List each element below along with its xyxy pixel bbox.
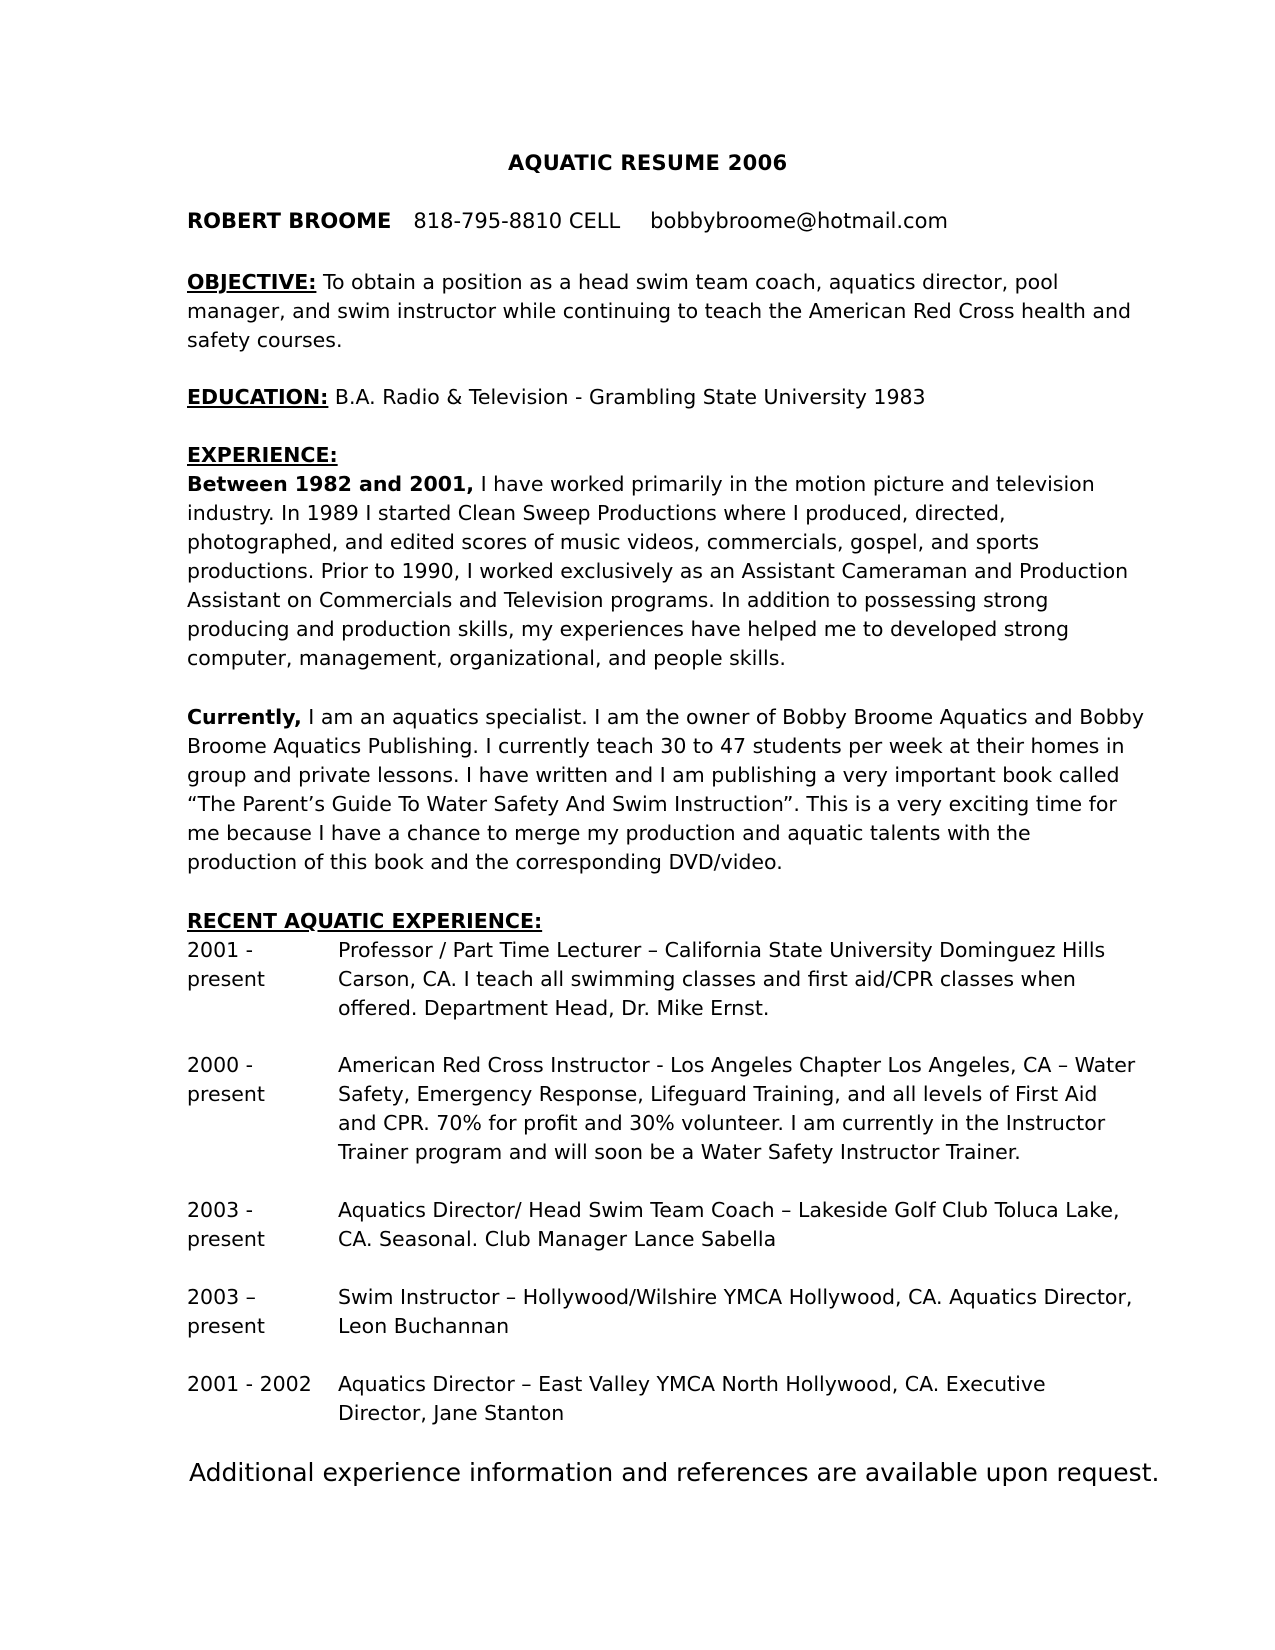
experience-paragraph-1-text: I have worked primarily in the motion picture and television industry. In 1989 I started Clean Sweep Productions where I produced, directed, photographed, and edited scores of music videos, commercials, gospel, and sports productions. Prior to 1990, I worked exclusively as an Assistant Cameraman and Production Assistant on Commercials and Television programs. In addition to possessing strong producing and production skills, my experiences have helped me to developed strong computer, management, organizational, and people skills. (187, 472, 1129, 670)
recent-experience-section (187, 907, 1147, 936)
job-dates: 2001 - present (187, 938, 265, 991)
education-heading: EDUCATION: (187, 385, 329, 409)
education-text: B.A. Radio & Television - Grambling State University 1983 (334, 385, 926, 409)
applicant-name: ROBERT BROOME (187, 209, 392, 233)
experience-section (187, 441, 1147, 673)
experience-paragraph-2-text: I am an aquatics specialist. I am the owner of Bobby Broome Aquatics and Bobby Broome Aquatics Publishing. I currently teach 30 to 47 students per week at their homes in group and private lessons. I have written and I am publishing a very important book called “The Parent’s Guide To Water Safety And Swim Instruction”. This is a very exciting time for me because I have a chance to merge my production and aquatic talents with the production of this book and the corresponding DVD/video. (187, 705, 1144, 874)
job-dates: 2003 - present (187, 1198, 265, 1251)
experience-paragraph-2 (187, 703, 1147, 877)
experience-paragraph-1-lead: Between 1982 and 2001, (187, 472, 475, 496)
job-dates: 2003 – present (187, 1285, 265, 1338)
recent-experience-heading: RECENT AQUATIC EXPERIENCE: (187, 909, 543, 933)
objective-text: To obtain a position as a head swim team coach, aquatics director, pool manager, and swim instructor while continuing to teach the American Red Cross health and safety courses. (187, 270, 1132, 352)
document-title: AQUATIC RESUME 2006 (508, 151, 788, 175)
phone-number: 818-795-8810 CELL (413, 209, 621, 233)
job-description: American Red Cross Instructor - Los Angeles Chapter Los Angeles, CA – Water Safety, Emergency Response, Lifeguard Training, and all levels of First Aid and CPR. 70% for profit and 30% volunteer. I am currently in the Instructor Trainer program and will soon be a Water Safety Instructor Trainer. (338, 1053, 1136, 1164)
closing-statement: Additional experience information and references are available upon request. (189, 1458, 1160, 1487)
experience-paragraph-2-lead: Currently, (187, 705, 302, 729)
job-dates: 2000 - present (187, 1053, 265, 1106)
job-description: Swim Instructor – Hollywood/Wilshire YMCA Hollywood, CA. Aquatics Director, Leon Buchannan (338, 1285, 1133, 1338)
experience-heading: EXPERIENCE: (187, 443, 338, 467)
job-description: Aquatics Director/ Head Swim Team Coach – Lakeside Golf Club Toluca Lake, CA. Seasonal. Club Manager Lance Sabella (338, 1198, 1120, 1251)
job-description: Aquatics Director – East Valley YMCA North Hollywood, CA. Executive Director, Jane Stanton (338, 1372, 1046, 1425)
experience-paragraph-1 (187, 470, 1147, 673)
contact-line (187, 209, 948, 233)
objective-heading: OBJECTIVE: (187, 270, 317, 294)
education-section (187, 383, 1147, 412)
email-address: bobbybroome@hotmail.com (650, 209, 948, 233)
job-dates: 2001 - 2002 (187, 1372, 312, 1396)
job-description: Professor / Part Time Lecturer – California State University Dominguez Hills Carson, CA. I teach all swimming classes and first aid/CPR classes when offered. Department Head, Dr. Mike Ernst. (338, 938, 1106, 1020)
objective-section (187, 268, 1147, 355)
